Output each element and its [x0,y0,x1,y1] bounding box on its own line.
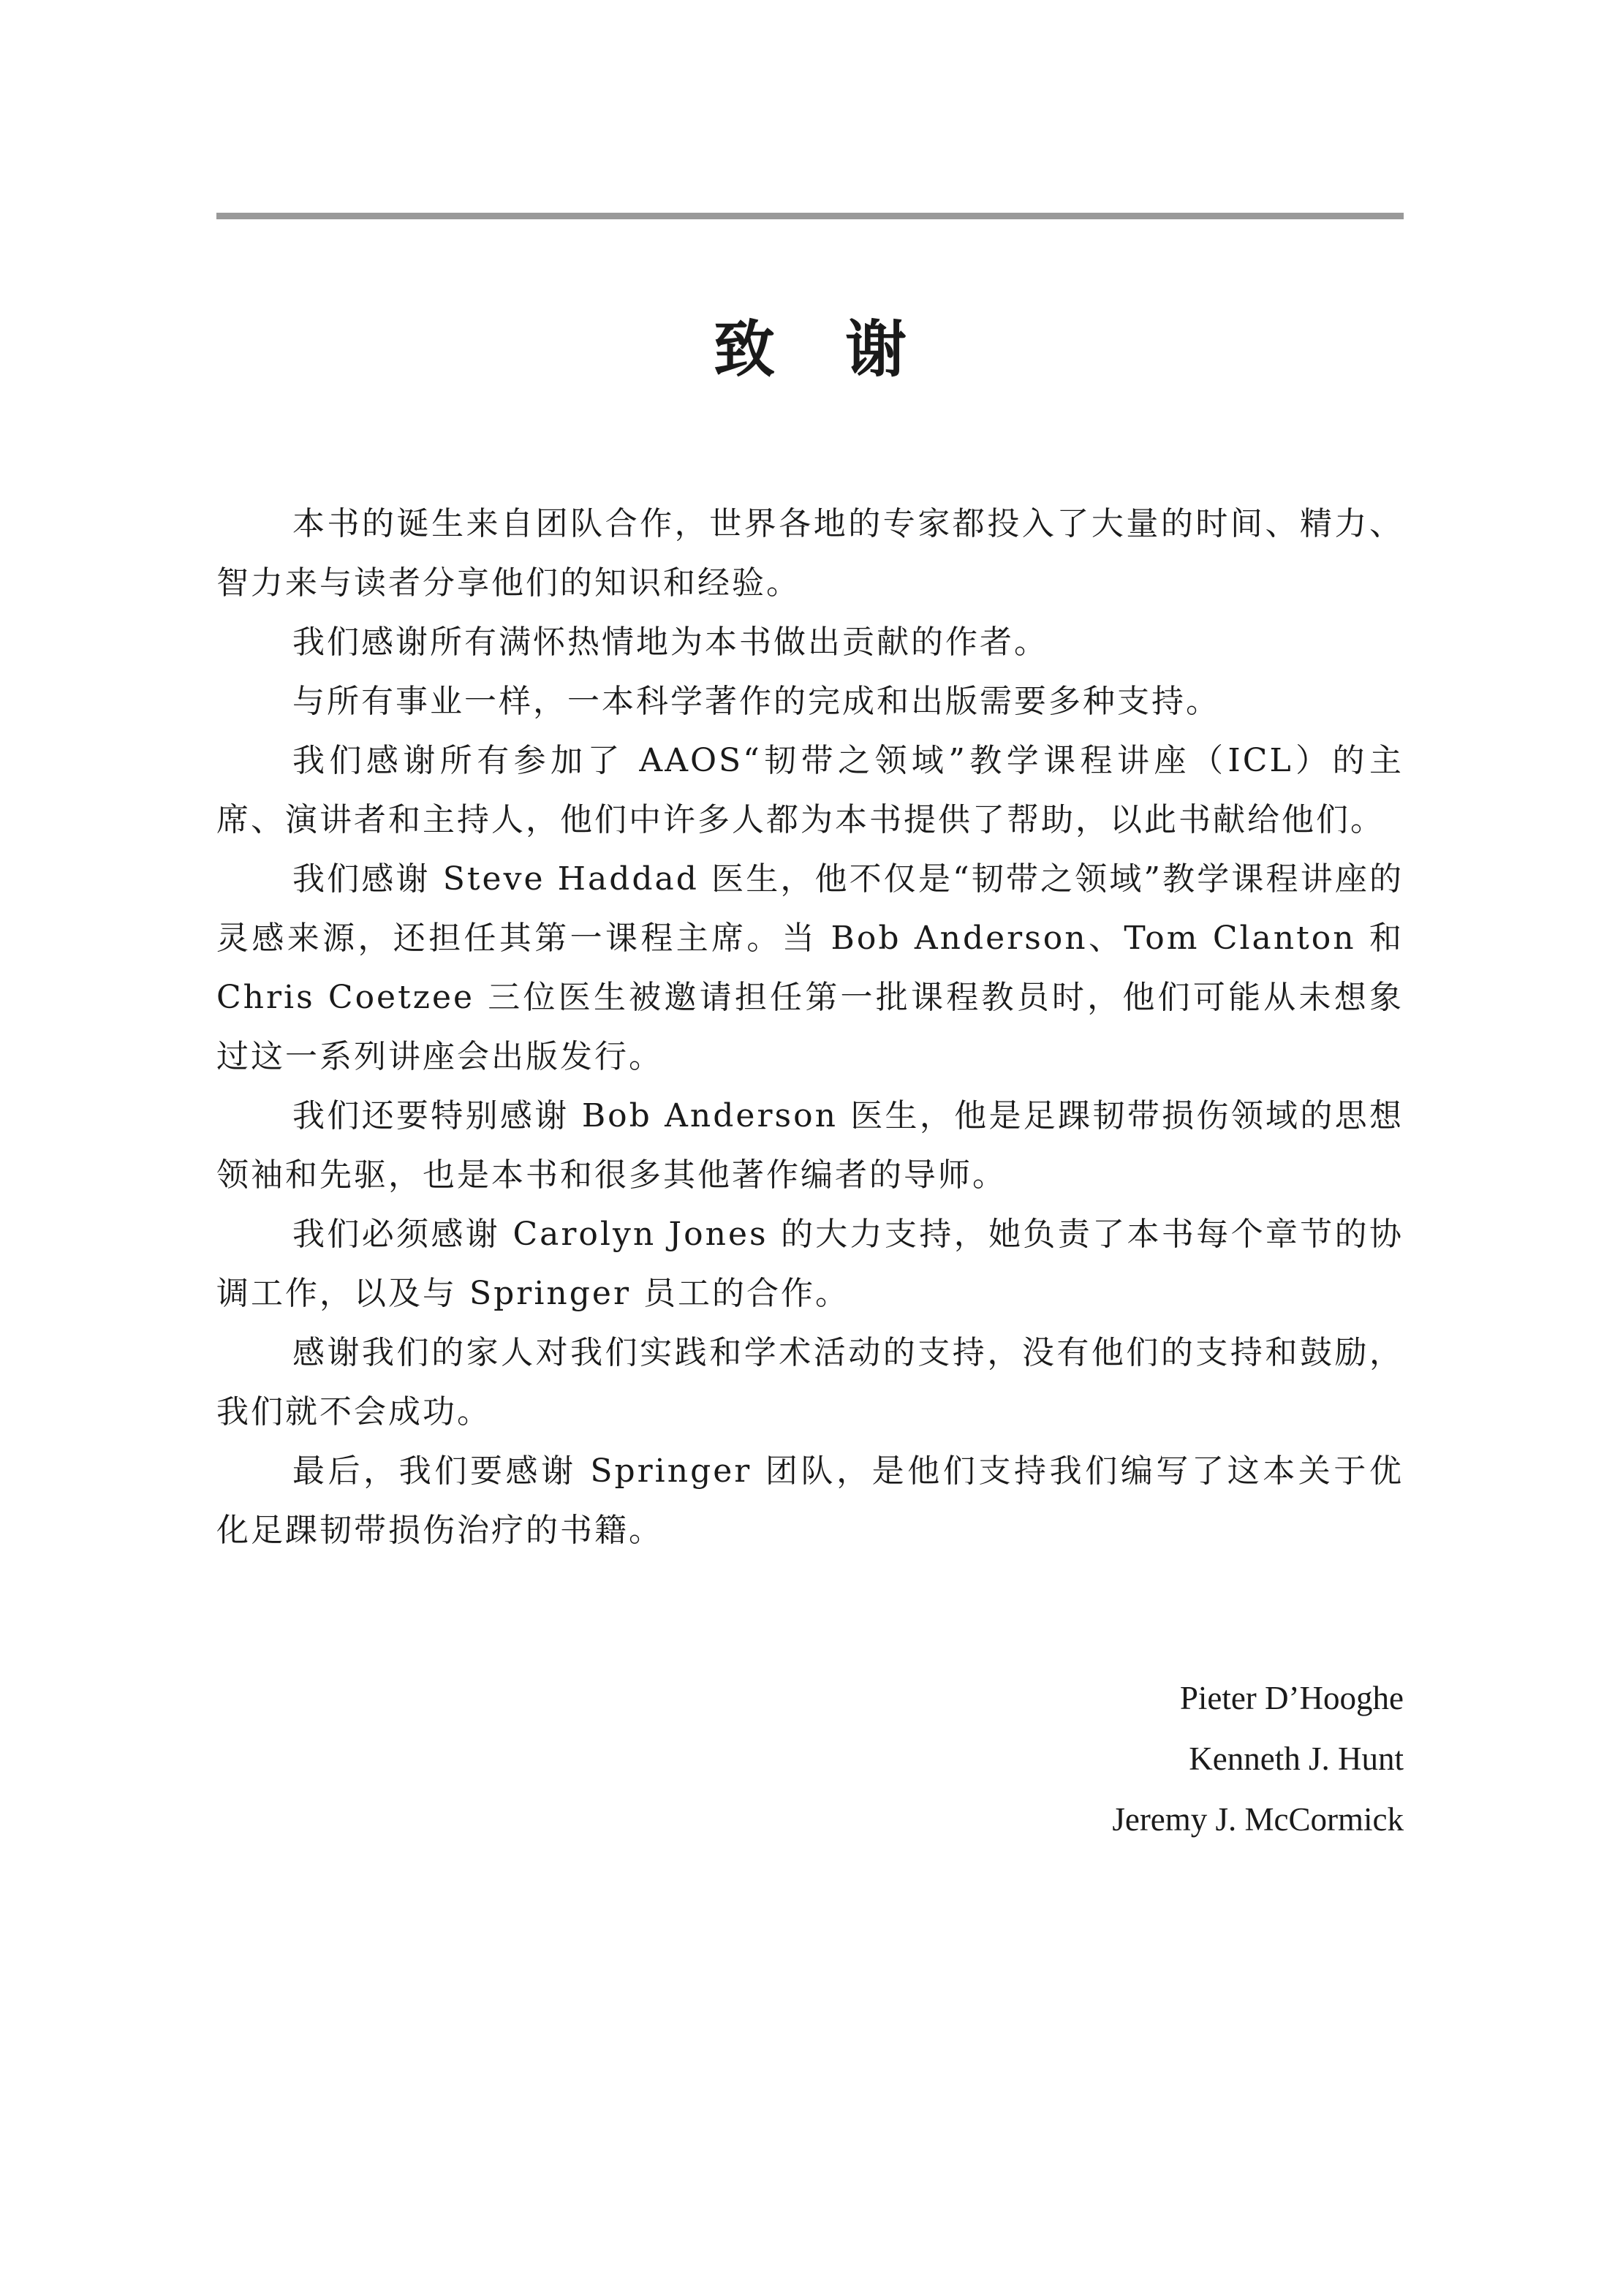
paragraph-2: 我们感谢所有满怀热情地为本书做出贡献的作者。 [292,624,1048,661]
paragraph-5: 我们感谢 Steve Haddad 医生，他不仅是“韧带之领域”教学课程讲座的灵感来源，还担任其第一课程主席。当 Bob Anderson、Tom Clanton 和 Chris Coetzee 三位医生被邀请担任第一批课程教员时，他们可能从未想象过这一系列讲座会出版发行。 [216,860,1404,1075]
page-title [216,306,1404,393]
paragraph-9: 最后，我们要感谢 Springer 团队，是他们支持我们编写了这本关于优化足踝韧带损伤治疗的书籍。 [216,1452,1404,1549]
author-name-1: Pieter D’Hooghe [1179,1680,1404,1716]
paragraph-4: 我们感谢所有参加了 AAOS“韧带之领域”教学课程讲座（ICL）的主席、演讲者和主持人，他们中许多人都为本书提供了帮助，以此书献给他们。 [216,742,1404,838]
paragraph-6: 我们还要特别感谢 Bob Anderson 医生，他是足踝韧带损伤领域的思想领袖和先驱，也是本书和很多其他著作编者的导师。 [216,1097,1404,1194]
author-signatures [877,1668,1404,1850]
paragraph-1: 本书的诞生来自团队合作，世界各地的专家都投入了大量的时间、精力、智力来与读者分享他们的知识和经验。 [216,505,1404,602]
acknowledgement-body [216,494,1404,1560]
paragraph-8: 感谢我们的家人对我们实践和学术活动的支持，没有他们的支持和鼓励，我们就不会成功。 [216,1334,1404,1431]
top-rule [216,213,1404,219]
page-title-char-2: 谢 [845,314,907,385]
paragraph-3: 与所有事业一样，一本科学著作的完成和出版需要多种支持。 [292,683,1220,720]
author-name-2: Kenneth J. Hunt [1189,1740,1404,1777]
paragraph-7: 我们必须感谢 Carolyn Jones 的大力支持，她负责了本书每个章节的协调工作，以及与 Springer 员工的合作。 [216,1216,1404,1312]
page-title-char-1: 致 [713,314,775,385]
author-name-3: Jeremy J. McCormick [1112,1801,1404,1838]
